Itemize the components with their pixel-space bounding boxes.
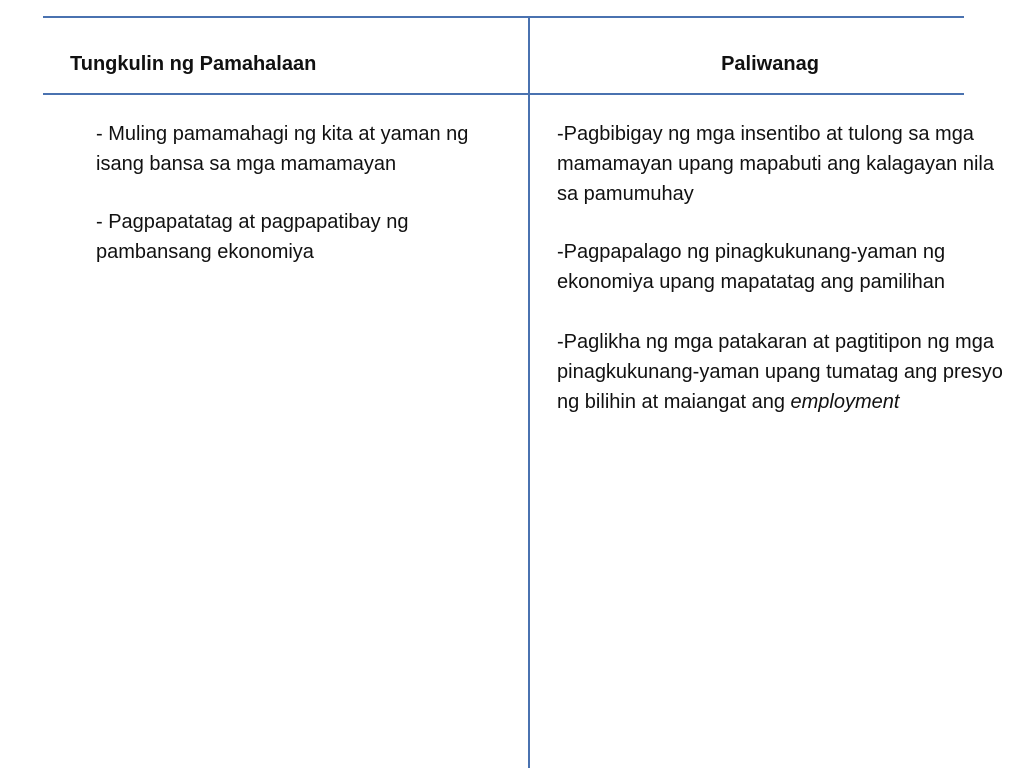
left-item-redistribution: - Muling pamamahagi ng kita at yaman ng isang bansa sa mga mamamayan <box>96 123 469 175</box>
right-item-resource-growth: -Pagpapalago ng pinagkukunang-yaman ng ekonomiya upang mapatatag ang pamilihan <box>557 241 946 293</box>
left-column-header: Tungkulin ng Pamahalaan <box>70 53 317 75</box>
left-column-body <box>96 119 516 267</box>
right-item-policies-text: -Paglikha ng mga patakaran at pagtitipon ng mga pinagkukunang-yaman upang tumatag ang presyo ng bilihin at maiangat ang <box>557 331 1003 413</box>
right-item-policies <box>557 327 1017 417</box>
right-item-incentives: -Pagbibigay ng mga insentibo at tulong sa mga mamamayan upang mapabuti ang kalagayan nila sa pamumuhay <box>557 123 994 205</box>
right-item-policies-emphasis: employment <box>790 391 900 413</box>
column-divider <box>528 16 530 768</box>
table-top-rule <box>43 16 964 18</box>
table-header-rule <box>43 93 964 95</box>
right-column-body <box>557 119 1017 417</box>
left-item-stabilization: - Pagpapatatag at pagpapatibay ng pambansang ekonomiya <box>96 211 409 263</box>
right-column-header: Paliwanag <box>721 53 819 75</box>
